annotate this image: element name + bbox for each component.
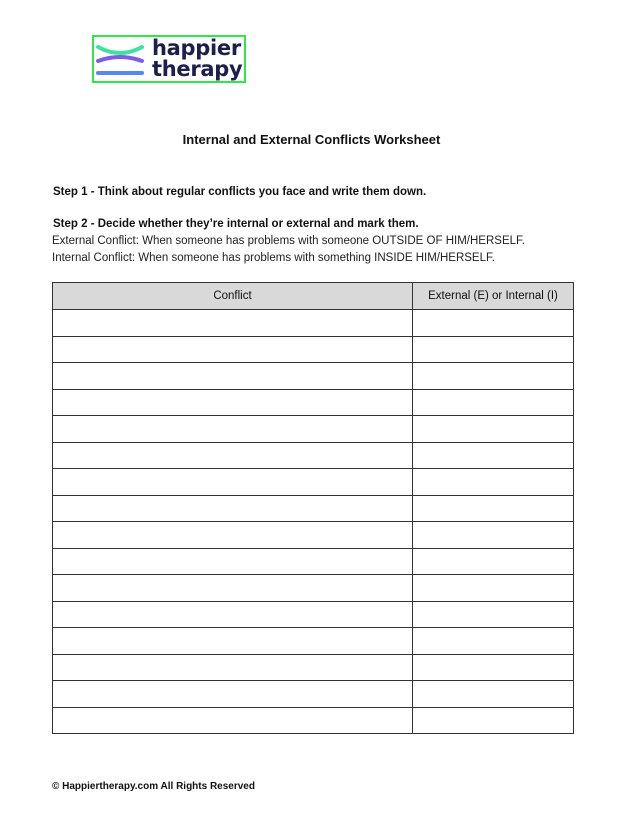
conflict-cell[interactable] [53, 628, 413, 655]
type-cell[interactable] [413, 654, 574, 681]
conflict-cell[interactable] [53, 469, 413, 496]
conflict-cell[interactable] [53, 681, 413, 708]
table-row [53, 336, 574, 363]
table-row [53, 495, 574, 522]
conflicts-table [52, 282, 574, 734]
table-row [53, 707, 574, 734]
table-row [53, 469, 574, 496]
type-cell[interactable] [413, 575, 574, 602]
type-cell[interactable] [413, 681, 574, 708]
type-cell[interactable] [413, 310, 574, 337]
conflict-cell[interactable] [53, 389, 413, 416]
table-row [53, 442, 574, 469]
type-cell[interactable] [413, 522, 574, 549]
conflict-cell[interactable] [53, 310, 413, 337]
conflict-column-header: Conflict [53, 283, 413, 310]
worksheet-title: Internal and External Conflicts Worksheet [182, 132, 441, 147]
table-row [53, 601, 574, 628]
conflict-cell[interactable] [53, 522, 413, 549]
table-row [53, 389, 574, 416]
type-cell[interactable] [413, 336, 574, 363]
logo-waves-icon [94, 37, 152, 81]
table-row [53, 548, 574, 575]
type-column-header: External (E) or Internal (I) [413, 283, 574, 310]
table-row [53, 522, 574, 549]
type-cell[interactable] [413, 363, 574, 390]
happier-therapy-logo [92, 35, 246, 83]
conflict-cell[interactable] [53, 495, 413, 522]
conflict-cell[interactable] [53, 575, 413, 602]
conflict-cell[interactable] [53, 336, 413, 363]
copyright-footer: © Happiertherapy.com All Rights Reserved [52, 781, 255, 792]
logo-line-2: therapy [152, 57, 243, 81]
conflict-cell[interactable] [53, 548, 413, 575]
step-1-instruction: Step 1 - Think about regular conflicts you face and write them down. [53, 186, 427, 198]
type-cell[interactable] [413, 707, 574, 734]
type-cell[interactable] [413, 469, 574, 496]
table-row [53, 416, 574, 443]
external-conflict-definition: External Conflict: When someone has problems with someone OUTSIDE OF HIM/HERSELF. [52, 235, 525, 247]
table-row [53, 363, 574, 390]
type-cell[interactable] [413, 628, 574, 655]
table-row [53, 654, 574, 681]
internal-conflict-definition: Internal Conflict: When someone has problems with something INSIDE HIM/HERSELF. [52, 252, 495, 264]
table-row [53, 628, 574, 655]
table-row [53, 681, 574, 708]
type-cell[interactable] [413, 495, 574, 522]
type-cell[interactable] [413, 548, 574, 575]
table-row [53, 575, 574, 602]
conflict-cell[interactable] [53, 654, 413, 681]
conflict-cell[interactable] [53, 416, 413, 443]
conflict-cell[interactable] [53, 442, 413, 469]
logo-wordmark [152, 38, 242, 80]
conflict-cell[interactable] [53, 363, 413, 390]
step-2-instruction: Step 2 - Decide whether they’re internal or external and mark them. [53, 218, 419, 230]
type-cell[interactable] [413, 442, 574, 469]
type-cell[interactable] [413, 389, 574, 416]
table-header-row [53, 283, 574, 310]
type-cell[interactable] [413, 416, 574, 443]
type-cell[interactable] [413, 601, 574, 628]
table-row [53, 310, 574, 337]
conflict-cell[interactable] [53, 601, 413, 628]
conflict-cell[interactable] [53, 707, 413, 734]
logo-line-1: happier [152, 36, 241, 60]
